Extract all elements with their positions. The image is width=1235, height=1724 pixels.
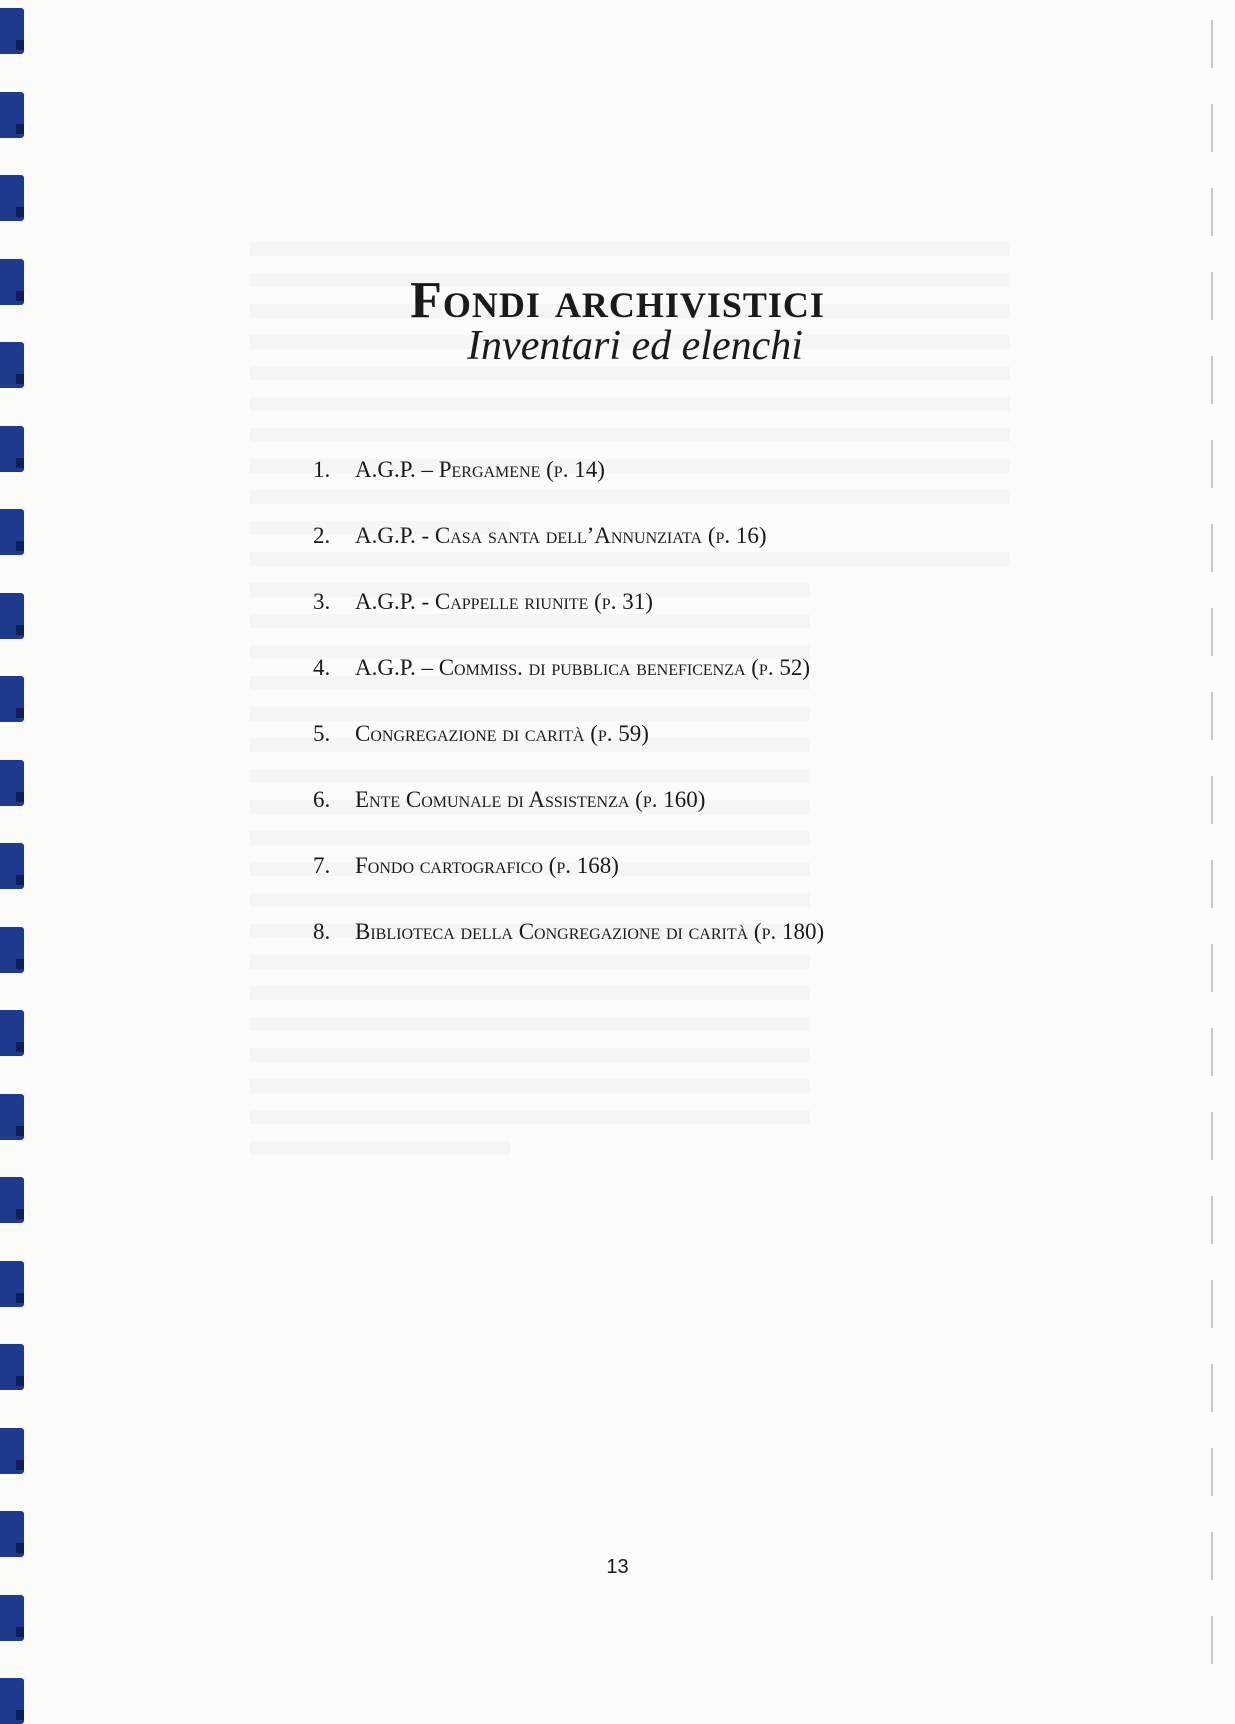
toc-item-text: Ente Comunale di Assistenza (p. 160) [355, 787, 706, 812]
ghost-line [250, 1141, 510, 1155]
binding-hole [0, 1511, 24, 1557]
ghost-line [250, 1110, 810, 1124]
edge-mark [1211, 608, 1213, 656]
binding-hole [0, 426, 24, 472]
toc-item-number: 3. [313, 589, 331, 614]
binding-hole [0, 1344, 24, 1390]
binding-hole [0, 1010, 24, 1056]
toc-item [313, 455, 824, 521]
binding-hole [0, 843, 24, 889]
toc-item [313, 917, 824, 983]
table-of-contents [313, 455, 824, 983]
edge-mark [1211, 944, 1213, 992]
toc-item-number: 6. [313, 787, 331, 812]
binding-hole [0, 509, 24, 555]
binding-hole [0, 1094, 24, 1140]
toc-item-number: 4. [313, 655, 331, 680]
toc-item-text: Biblioteca della Congregazione di carità (p. 180) [355, 919, 825, 944]
ghost-line [250, 1048, 810, 1062]
edge-mark [1211, 1196, 1213, 1244]
ghost-line [250, 428, 1010, 442]
toc-item-text: Fondo cartografico (p. 168) [355, 853, 619, 878]
edge-mark [1211, 776, 1213, 824]
toc-item [313, 521, 824, 587]
edge-mark [1211, 1028, 1213, 1076]
edge-mark [1211, 1112, 1213, 1160]
toc-item [313, 587, 824, 653]
edge-mark [1211, 692, 1213, 740]
binding-hole [0, 1177, 24, 1223]
binding-hole [0, 676, 24, 722]
edge-mark [1211, 1364, 1213, 1412]
edge-mark [1211, 1448, 1213, 1496]
edge-mark [1211, 1616, 1213, 1664]
ghost-line [250, 1017, 810, 1031]
toc-item-text: A.G.P. - Casa santa dell’Annunziata (p. 16) [355, 523, 767, 548]
ghost-line [250, 1079, 810, 1093]
toc-item-number: 1. [313, 457, 331, 482]
edge-mark [1211, 104, 1213, 152]
toc-item-number: 2. [313, 523, 331, 548]
page-title: Fondi archivistici [410, 271, 825, 329]
toc-item [313, 851, 824, 917]
toc-item-text: A.G.P. – Pergamene (p. 14) [355, 457, 605, 482]
toc-item-text: A.G.P. - Cappelle riunite (p. 31) [355, 589, 653, 614]
toc-item [313, 719, 824, 785]
edge-mark [1211, 20, 1213, 68]
binding-hole [0, 1678, 24, 1724]
right-edge-marks [1175, 0, 1235, 1720]
toc-item-text: Congregazione di carità (p. 59) [355, 721, 649, 746]
binding-hole [0, 760, 24, 806]
binding-holes [0, 0, 40, 1720]
binding-hole [0, 8, 24, 54]
edge-mark [1211, 188, 1213, 236]
toc-item-number: 8. [313, 919, 331, 944]
toc-item-number: 5. [313, 721, 331, 746]
page-number: 13 [606, 1556, 629, 1578]
binding-hole [0, 175, 24, 221]
ghost-line [250, 242, 1010, 256]
binding-hole [0, 1261, 24, 1307]
binding-hole [0, 593, 24, 639]
toc-item-number: 7. [313, 853, 331, 878]
edge-mark [1211, 524, 1213, 572]
ghost-line [250, 397, 1010, 411]
edge-mark [1211, 860, 1213, 908]
ghost-line [250, 986, 810, 1000]
edge-mark [1211, 1280, 1213, 1328]
binding-hole [0, 927, 24, 973]
binding-hole [0, 92, 24, 138]
toc-item [313, 653, 824, 719]
page-subtitle: Inventari ed elenchi [467, 323, 803, 369]
toc-item-text: A.G.P. – Commiss. di pubblica beneficenza (p. 52) [355, 655, 810, 680]
binding-hole [0, 1595, 24, 1641]
binding-hole [0, 1428, 24, 1474]
edge-mark [1211, 440, 1213, 488]
toc-item [313, 785, 824, 851]
